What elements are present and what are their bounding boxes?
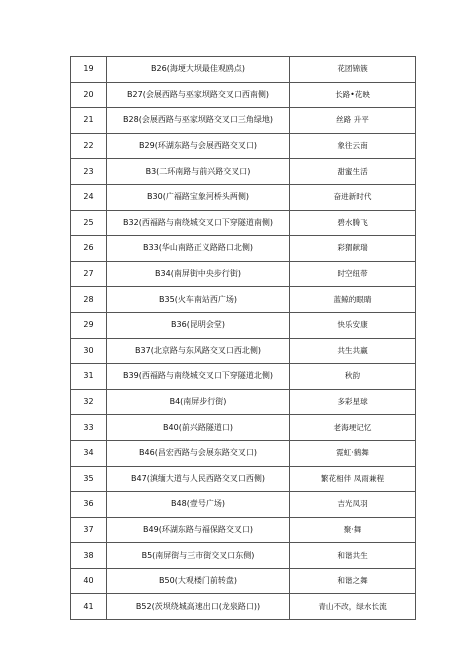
row-location: B34(南屏街中央步行街) <box>107 261 290 287</box>
row-name: 彩猬献瑞 <box>290 236 416 262</box>
table-row <box>71 568 416 594</box>
row-name: 象往云南 <box>290 133 416 159</box>
row-location: B28(会展西路与巫家坝路交叉口三角绿地) <box>107 108 290 134</box>
table-row <box>71 57 416 83</box>
row-name: 秋韵 <box>290 364 416 390</box>
row-location: B33(华山南路正义路路口北侧) <box>107 236 290 262</box>
row-name: 霓虹·鹤舞 <box>290 440 416 466</box>
row-number: 20 <box>71 82 107 108</box>
row-name: 奋进新时代 <box>290 184 416 210</box>
row-number: 29 <box>71 312 107 338</box>
row-location: B48(壹号广场) <box>107 492 290 518</box>
row-location: B46(昌宏西路与会展东路交叉口) <box>107 440 290 466</box>
table-row <box>71 184 416 210</box>
table-row <box>71 261 416 287</box>
row-number: 27 <box>71 261 107 287</box>
row-number: 22 <box>71 133 107 159</box>
row-name: 共生共赢 <box>290 338 416 364</box>
table-row <box>71 312 416 338</box>
table-row <box>71 236 416 262</box>
table-body <box>71 57 416 620</box>
row-location: B36(昆明会堂) <box>107 312 290 338</box>
row-number: 37 <box>71 517 107 543</box>
table-row <box>71 364 416 390</box>
row-number: 34 <box>71 440 107 466</box>
row-location: B30(广福路宝象河桥头两侧) <box>107 184 290 210</box>
row-location: B39(西福路与南绕城交叉口下穿隧道北侧) <box>107 364 290 390</box>
table-row <box>71 159 416 185</box>
row-number: 19 <box>71 57 107 83</box>
row-name: 和谐之舞 <box>290 568 416 594</box>
row-name: 青山不改，绿水长流 <box>290 594 416 620</box>
row-location: B35(火车南站西广场) <box>107 287 290 313</box>
row-number: 30 <box>71 338 107 364</box>
table-row <box>71 210 416 236</box>
row-number: 38 <box>71 543 107 569</box>
table-row <box>71 415 416 441</box>
row-location: B5(南屏街与三市街交叉口东侧) <box>107 543 290 569</box>
row-number: 23 <box>71 159 107 185</box>
row-number: 28 <box>71 287 107 313</box>
table-row <box>71 440 416 466</box>
row-name: 时空纽带 <box>290 261 416 287</box>
row-location: B26(海埂大坝最佳观鸥点) <box>107 57 290 83</box>
table-row <box>71 543 416 569</box>
row-number: 41 <box>71 594 107 620</box>
table-row <box>71 594 416 620</box>
row-location: B27(会展西路与巫家坝路交叉口西南侧) <box>107 82 290 108</box>
row-location: B40(前兴路隧道口) <box>107 415 290 441</box>
row-location: B3(二环南路与前兴路交叉口) <box>107 159 290 185</box>
row-number: 31 <box>71 364 107 390</box>
row-number: 32 <box>71 389 107 415</box>
table-row <box>71 133 416 159</box>
row-location: B29(环湖东路与会展西路交叉口) <box>107 133 290 159</box>
row-name: 碧水腾飞 <box>290 210 416 236</box>
row-name: 多彩星球 <box>290 389 416 415</box>
row-number: 33 <box>71 415 107 441</box>
row-name: 聚·舞 <box>290 517 416 543</box>
row-location: B37(北京路与东风路交叉口西北侧) <box>107 338 290 364</box>
table-row <box>71 338 416 364</box>
row-number: 40 <box>71 568 107 594</box>
table-row <box>71 287 416 313</box>
row-name: 甜蜜生活 <box>290 159 416 185</box>
row-location: B52(茨坝绕城高速出口(龙泉路口)) <box>107 594 290 620</box>
row-number: 35 <box>71 466 107 492</box>
table-row <box>71 517 416 543</box>
row-location: B47(滇缅大道与人民西路交叉口西侧) <box>107 466 290 492</box>
row-name: 和谐共生 <box>290 543 416 569</box>
table-row <box>71 389 416 415</box>
row-location: B50(大观楼门前转盘) <box>107 568 290 594</box>
row-location: B4(南屏步行街) <box>107 389 290 415</box>
table-row <box>71 108 416 134</box>
locations-table <box>70 56 416 620</box>
row-name: 繁花相伴 凤雨兼程 <box>290 466 416 492</box>
row-name: 老海埂记忆 <box>290 415 416 441</box>
row-number: 26 <box>71 236 107 262</box>
row-name: 花团锦簇 <box>290 57 416 83</box>
row-name: 吉光凤羽 <box>290 492 416 518</box>
row-number: 36 <box>71 492 107 518</box>
row-name: 快乐安康 <box>290 312 416 338</box>
table-row <box>71 82 416 108</box>
table-row <box>71 492 416 518</box>
row-name: 蓝鲸的眼睛 <box>290 287 416 313</box>
row-name: 丝路 升平 <box>290 108 416 134</box>
row-location: B32(西福路与南绕城交叉口下穿隧道南侧) <box>107 210 290 236</box>
table-row <box>71 466 416 492</box>
row-location: B49(环湖东路与福保路交叉口) <box>107 517 290 543</box>
row-number: 24 <box>71 184 107 210</box>
row-name: 长路•花映 <box>290 82 416 108</box>
row-number: 25 <box>71 210 107 236</box>
row-number: 21 <box>71 108 107 134</box>
